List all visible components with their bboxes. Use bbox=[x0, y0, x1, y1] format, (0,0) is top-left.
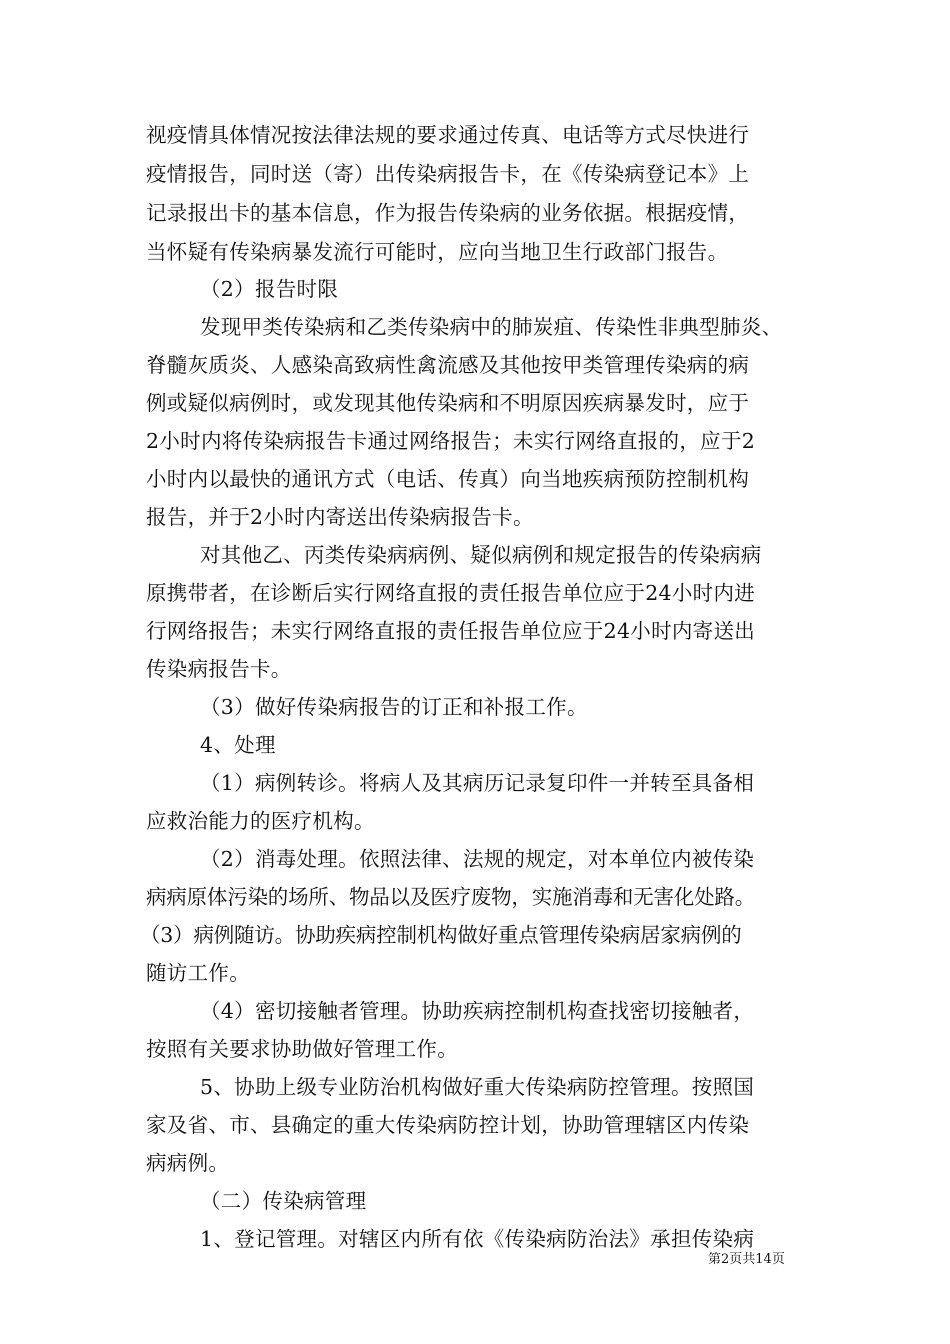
body-text-line: 例或疑似病例时，或发现其他传染病和不明原因疾病暴发时，应于 bbox=[146, 391, 750, 415]
body-text-line: （3）做好传染病报告的订正和补报工作。 bbox=[200, 695, 588, 719]
body-text-line: 按照有关要求协助做好管理工作。 bbox=[146, 1037, 458, 1061]
body-text-line: 5、协助上级专业防治机构做好重大传染病防控管理。按照国 bbox=[200, 1075, 755, 1099]
body-text-line: 随访工作。 bbox=[146, 961, 250, 985]
section-heading: 4、处理 bbox=[200, 733, 276, 757]
body-text-line: 脊髓灰质炎、人感染高致病性禽流感及其他按甲类管理传染病的病 bbox=[146, 353, 750, 377]
body-text-line: 原携带者，在诊断后实行网络直报的责任报告单位应于24小时内进 bbox=[146, 581, 756, 605]
page-number-footer: 第2页共14页 bbox=[708, 1252, 785, 1267]
body-text-line: 病病原体污染的场所、物品以及医疗废物，实施消毒和无害化处路。 bbox=[146, 885, 755, 909]
body-text-line: 对其他乙、丙类传染病病例、疑似病例和规定报告的传染病病 bbox=[200, 543, 762, 567]
body-text-line: 记录报出卡的基本信息，作为报告传染病的业务依据。根据疫情， bbox=[146, 201, 750, 225]
body-text-line: 2小时内将传染病报告卡通过网络报告；未实行网络直报的，应于2 bbox=[146, 429, 756, 453]
body-text-line: 当怀疑有传染病暴发流行可能时，应向当地卫生行政部门报告。 bbox=[146, 240, 729, 264]
body-text-line: （3）病例随访。协助疾病控制机构做好重点管理传染病居家病例的 bbox=[140, 923, 742, 947]
body-text-line: （4）密切接触者管理。协助疾病控制机构查找密切接触者， bbox=[200, 999, 755, 1023]
body-text-line: 疫情报告，同时送（寄）出传染病报告卡，在《传染病登记本》上 bbox=[146, 162, 750, 186]
body-text-line: 病病例。 bbox=[146, 1151, 230, 1175]
body-text-line: 报告，并于2小时内寄送出传染病报告卡。 bbox=[146, 505, 534, 529]
section-heading: （二）传染病管理 bbox=[200, 1189, 367, 1213]
body-text-line: 视疫情具体情况按法律法规的要求通过传真、电话等方式尽快进行 bbox=[146, 123, 750, 147]
body-text-line: 应救治能力的医疗机构。 bbox=[146, 809, 375, 833]
section-heading: （2）报告时限 bbox=[200, 277, 339, 301]
body-text-line: 传染病报告卡。 bbox=[146, 657, 292, 681]
body-text-line: 家及省、市、县确定的重大传染病防控计划，协助管理辖区内传染 bbox=[146, 1113, 750, 1137]
body-text-line: 小时内以最快的通讯方式（电话、传真）向当地疾病预防控制机构 bbox=[146, 467, 750, 491]
body-text-line: （1）病例转诊。将病人及其病历记录复印件一并转至具备相 bbox=[200, 771, 755, 795]
body-text-line: 1、登记管理。对辖区内所有依《传染病防治法》承担传染病 bbox=[200, 1227, 755, 1251]
body-text-line: 发现甲类传染病和乙类传染病中的肺炭疽、传染性非典型肺炎、 bbox=[200, 315, 783, 339]
body-text-line: 行网络报告；未实行网络直报的责任报告单位应于24小时内寄送出 bbox=[146, 619, 756, 643]
body-text-line: （2）消毒处理。依照法律、法规的规定，对本单位内被传染 bbox=[200, 847, 755, 871]
